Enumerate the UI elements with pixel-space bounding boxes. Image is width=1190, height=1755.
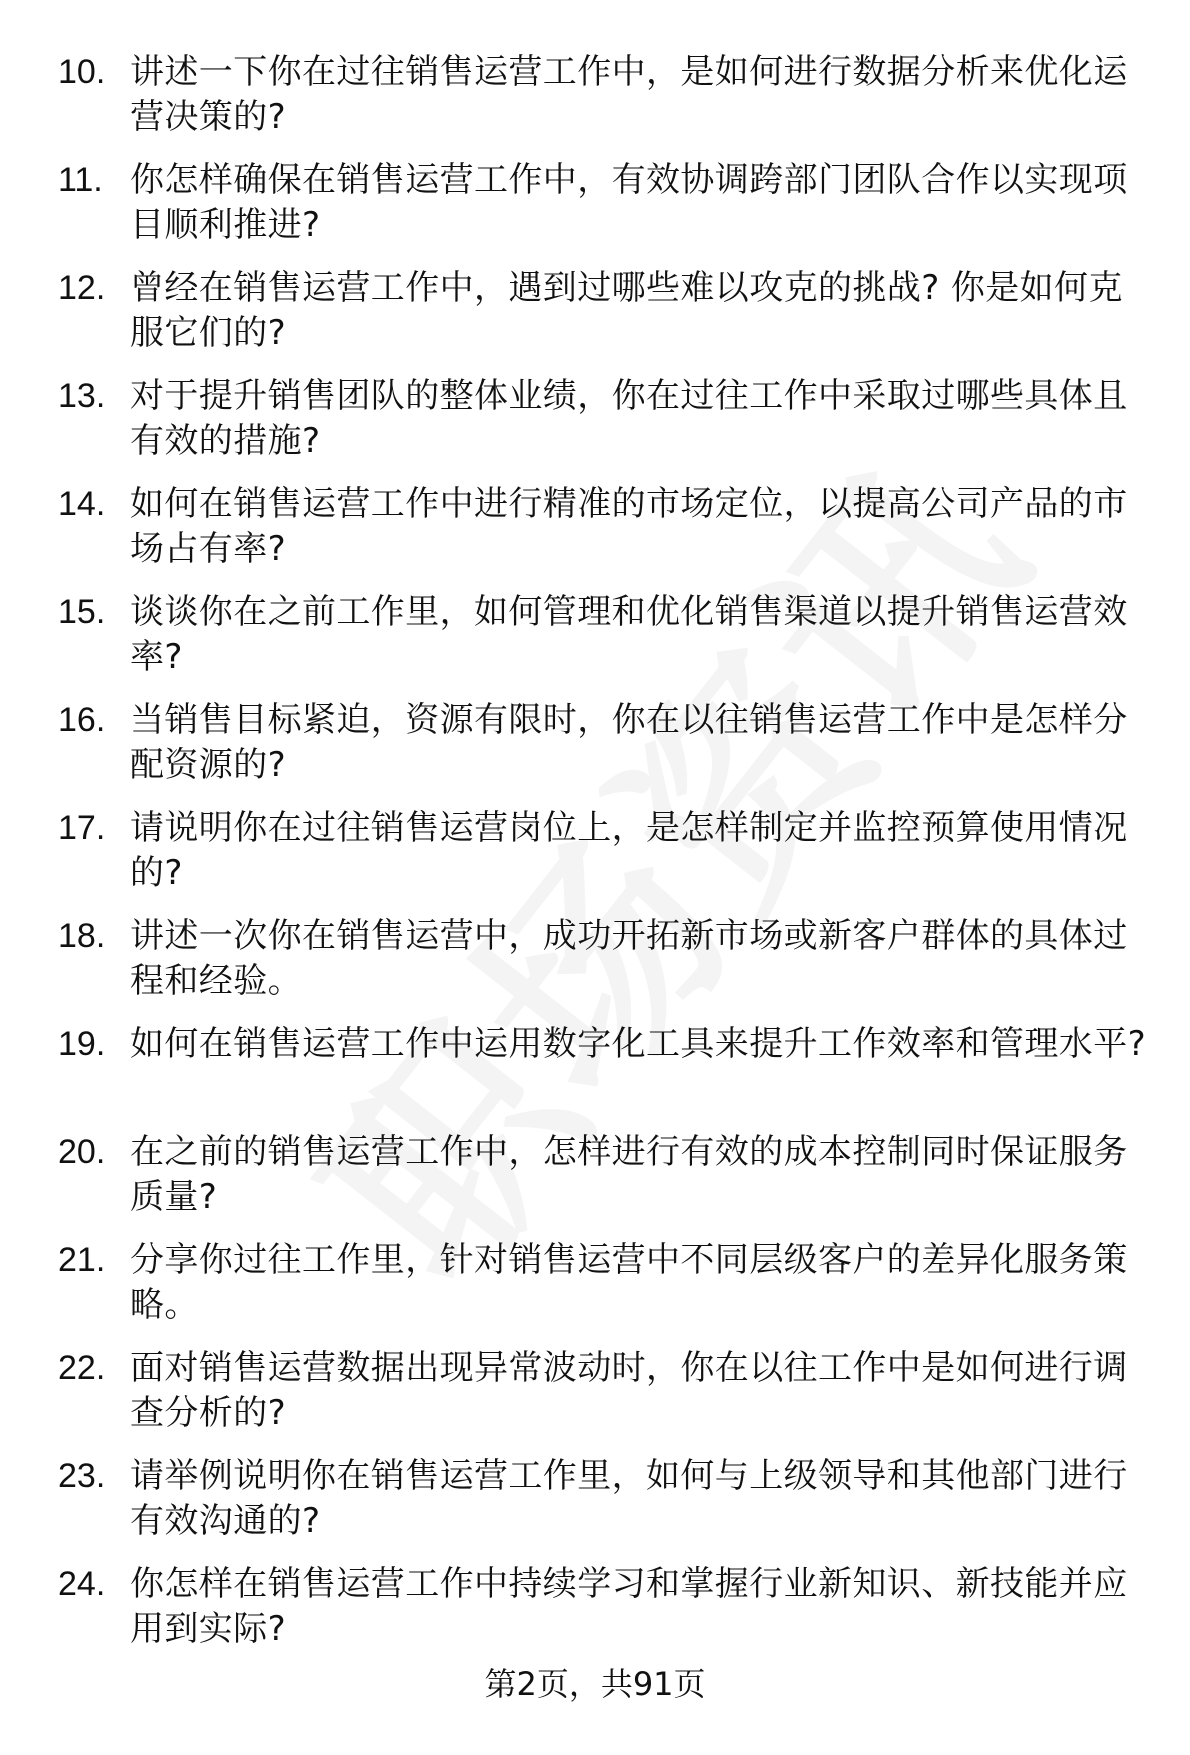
question-item — [0, 698, 1190, 806]
question-text: 分享你过往工作里，针对销售运营中不同层级客户的差异化服务策略。 — [130, 1240, 1128, 1325]
question-item — [0, 158, 1190, 266]
question-item — [0, 50, 1190, 158]
question-number: 17. — [58, 809, 106, 847]
question-text: 在之前的销售运营工作中，怎样进行有效的成本控制同时保证服务质量? — [130, 1132, 1128, 1217]
question-text: 讲述一次你在销售运营中，成功开拓新市场或新客户群体的具体过程和经验。 — [130, 916, 1128, 1001]
question-text: 当销售目标紧迫，资源有限时，你在以往销售运营工作中是怎样分配资源的? — [130, 700, 1128, 785]
question-number: 21. — [58, 1241, 106, 1279]
question-item — [0, 1238, 1190, 1346]
page-footer: 第2页，共91页 — [484, 1665, 706, 1703]
question-text: 面对销售运营数据出现异常波动时，你在以往工作中是如何进行调查分析的? — [130, 1348, 1128, 1433]
question-number: 14. — [58, 485, 106, 523]
question-text: 曾经在销售运营工作中，遇到过哪些难以攻克的挑战? 你是如何克服它们的? — [130, 268, 1123, 353]
question-number: 22. — [58, 1349, 106, 1387]
question-number: 20. — [58, 1133, 106, 1171]
question-number: 10. — [58, 53, 106, 91]
question-item — [0, 590, 1190, 698]
question-item — [0, 1562, 1190, 1670]
question-list — [0, 50, 1190, 1670]
question-number: 12. — [58, 269, 106, 307]
question-text: 谈谈你在之前工作里，如何管理和优化销售渠道以提升销售运营效率? — [130, 592, 1128, 677]
question-text: 你怎样确保在销售运营工作中，有效协调跨部门团队合作以实现项目顺利推进? — [130, 160, 1128, 245]
question-item — [0, 1022, 1190, 1130]
question-number: 18. — [58, 917, 106, 955]
question-text: 如何在销售运营工作中运用数字化工具来提升工作效率和管理水平? — [130, 1024, 1147, 1064]
question-item — [0, 806, 1190, 914]
question-item — [0, 1454, 1190, 1562]
question-item — [0, 482, 1190, 590]
question-item — [0, 374, 1190, 482]
question-item — [0, 1346, 1190, 1454]
question-item — [0, 1130, 1190, 1238]
question-item — [0, 266, 1190, 374]
question-text: 请举例说明你在销售运营工作里，如何与上级领导和其他部门进行有效沟通的? — [130, 1456, 1128, 1541]
question-text: 讲述一下你在过往销售运营工作中，是如何进行数据分析来优化运营决策的? — [130, 52, 1128, 137]
question-number: 23. — [58, 1457, 106, 1495]
question-number: 16. — [58, 701, 106, 739]
question-number: 15. — [58, 593, 106, 631]
question-item — [0, 914, 1190, 1022]
question-text: 请说明你在过往销售运营岗位上，是怎样制定并监控预算使用情况的? — [130, 808, 1128, 893]
question-number: 13. — [58, 377, 106, 415]
question-text: 你怎样在销售运营工作中持续学习和掌握行业新知识、新技能并应用到实际? — [130, 1564, 1128, 1649]
question-text: 对于提升销售团队的整体业绩，你在过往工作中采取过哪些具体且有效的措施? — [130, 376, 1128, 461]
question-number: 19. — [58, 1025, 106, 1063]
question-number: 11. — [58, 161, 103, 199]
question-text: 如何在销售运营工作中进行精准的市场定位，以提高公司产品的市场占有率? — [130, 484, 1128, 569]
question-number: 24. — [58, 1565, 106, 1603]
